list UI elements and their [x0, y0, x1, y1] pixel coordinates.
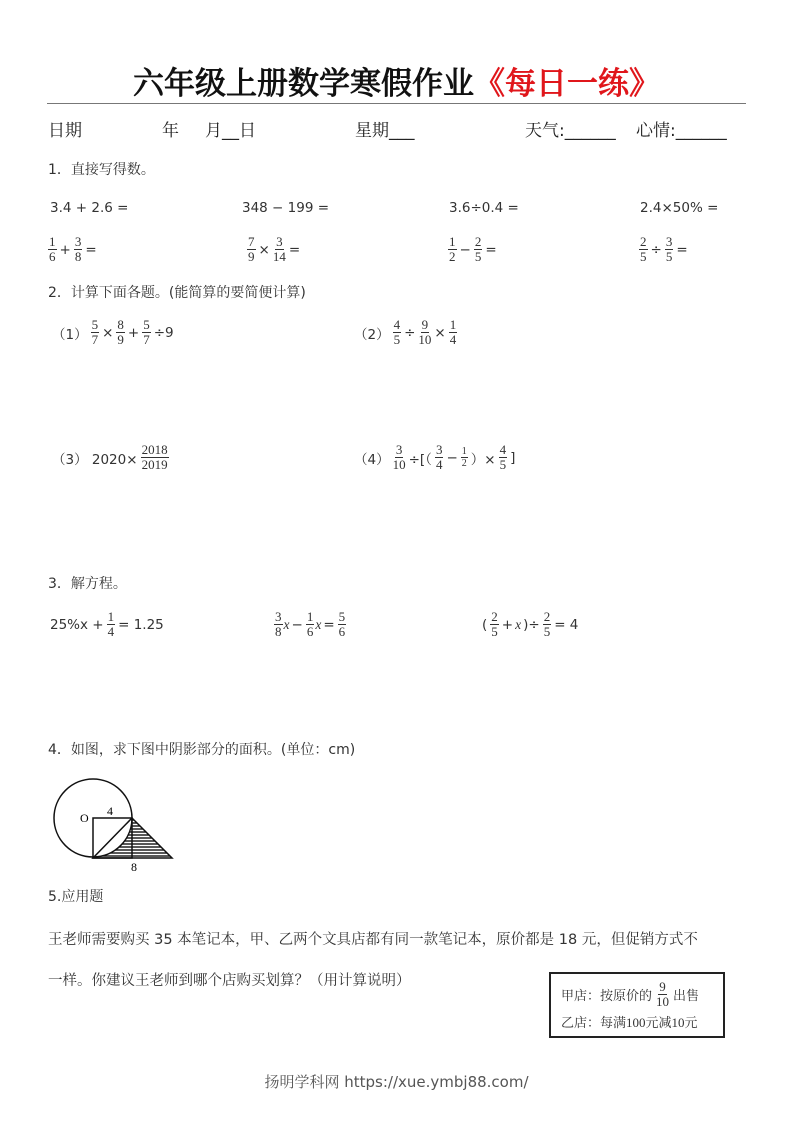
numerator: 5 — [338, 609, 346, 624]
q5-heading: 5.应用题 — [48, 889, 104, 905]
expr-text: − — [291, 616, 303, 633]
expr-text: + — [501, 616, 514, 633]
expr-text: = — [323, 616, 335, 633]
shop-b-text: 乙店：每满100元减10元 — [561, 1015, 698, 1030]
numerator: 3 — [74, 234, 82, 249]
expr-text: 3.4 + 2.6 = — [50, 200, 129, 216]
year-label: 年 — [162, 121, 179, 141]
expr-text: × — [258, 241, 270, 258]
denominator: 5 — [474, 249, 482, 264]
denominator: 14 — [272, 249, 286, 264]
numerator: 1 — [461, 446, 467, 457]
expr-text: ÷ — [404, 324, 416, 341]
denominator: 2 — [449, 249, 456, 264]
promotion-box — [549, 972, 725, 1038]
denominator: 6 — [338, 624, 346, 639]
denominator: 10 — [392, 457, 406, 472]
q3-heading: 3．解方程。 — [48, 576, 127, 592]
denominator: 2 — [461, 458, 467, 469]
expr-text: 3.6÷0.4 = — [449, 200, 519, 216]
denominator: 9 — [248, 249, 255, 264]
numerator: 1 — [449, 234, 456, 249]
title-accent: 《每日一练》 — [474, 66, 660, 102]
expr-text: （2） — [354, 326, 390, 343]
q5-text-line1: 王老师需要购买 35 本笔记本，甲、乙两个文具店都有同一款笔记本，原价都是 18 元，但促销方式不 — [48, 932, 698, 948]
q5-text-line2: 一样。你建议王老师到哪个店购买划算？（用计算说明） — [48, 973, 411, 989]
numerator: 8 — [117, 317, 124, 332]
denominator: 6 — [49, 249, 56, 264]
radius-label: 4 — [107, 804, 113, 818]
denominator: 10 — [418, 332, 432, 347]
expr-text: = — [85, 241, 97, 258]
variable: x — [315, 616, 322, 632]
expr-text: + — [127, 324, 140, 341]
denominator: 6 — [306, 624, 314, 639]
denominator: 2019 — [141, 457, 168, 472]
numerator: 2 — [491, 609, 498, 624]
numerator: 3 — [275, 609, 282, 624]
expr-text: = — [676, 241, 688, 258]
expr-text: ÷[（ — [408, 451, 432, 468]
q4-heading: 4．如图，求下图中阴影部分的面积。(单位：cm) — [48, 742, 356, 758]
denominator: 4 — [449, 332, 457, 347]
base-label: 8 — [131, 860, 137, 874]
expr-text: ）× — [470, 451, 496, 468]
expr-text: × — [434, 324, 446, 341]
numerator: 5 — [143, 317, 150, 332]
numerator: 7 — [248, 234, 255, 249]
expr-text: − — [446, 449, 458, 466]
numerator: 4 — [499, 442, 507, 457]
numerator: 3 — [395, 442, 403, 457]
title-main: 六年级上册数学寒假作业 — [133, 66, 474, 102]
center-label: O — [80, 811, 89, 825]
expr-text: = 1.25 — [118, 616, 164, 633]
date-label: 日期 — [48, 121, 82, 141]
numerator: 9 — [659, 979, 666, 994]
numerator: 1 — [306, 609, 314, 624]
mood-label: 心情:______ — [636, 121, 727, 141]
expr-text: （4） — [354, 451, 390, 468]
weekday-label: 星期___ — [355, 121, 415, 141]
denominator: 5 — [640, 249, 647, 264]
numerator: 2018 — [141, 442, 168, 457]
numerator: 3 — [435, 442, 443, 457]
expr-text: （1） — [52, 326, 88, 343]
denominator: 5 — [665, 249, 673, 264]
numerator: 2 — [543, 609, 551, 624]
numerator: 9 — [421, 317, 429, 332]
expr-text: ( — [482, 616, 488, 633]
expr-text: 348 − 199 = — [242, 200, 330, 216]
variable: x — [515, 616, 522, 632]
numerator: 5 — [91, 317, 99, 332]
expr-text: ÷9 — [153, 324, 174, 341]
expr-text: − — [459, 241, 471, 258]
numerator: 2 — [640, 234, 647, 249]
expr-text: = — [485, 241, 497, 258]
numerator: 3 — [276, 234, 283, 249]
expr-text: = — [288, 241, 301, 258]
shop-a-prefix: 甲店：按原价的 — [561, 988, 653, 1003]
denominator: 5 — [543, 624, 551, 639]
numerator: 1 — [49, 234, 56, 249]
denominator: 5 — [491, 624, 498, 639]
fraction — [656, 980, 669, 1009]
q1-heading: 1．直接写得数。 — [48, 162, 155, 178]
expr-text: 2.4×50% = — [640, 200, 719, 216]
denominator: 7 — [91, 332, 99, 347]
variable: x — [283, 616, 290, 632]
denominator: 8 — [275, 624, 282, 639]
q2-heading: 2．计算下面各题。(能简算的要简便计算) — [48, 285, 306, 301]
denominator: 4 — [435, 457, 443, 472]
footer-watermark: 扬明学科网 https://xue.ymbj88.com/ — [264, 1073, 529, 1091]
denominator: 10 — [656, 994, 670, 1009]
expr-text: ÷ — [650, 241, 662, 258]
shop-a-suffix: 出售 — [673, 988, 700, 1003]
numerator: 1 — [449, 317, 457, 332]
expr-text: + — [59, 241, 71, 258]
numerator: 4 — [393, 317, 401, 332]
numerator: 1 — [107, 609, 115, 624]
expr-text: （3） 2020× — [52, 451, 138, 468]
expr-text: × — [102, 324, 114, 341]
numerator: 2 — [474, 234, 482, 249]
expr-text: = 4 — [554, 616, 579, 633]
denominator: 9 — [117, 332, 124, 347]
denominator: 4 — [107, 624, 115, 639]
denominator: 8 — [74, 249, 82, 264]
expr-text: ] — [510, 449, 516, 466]
numerator: 3 — [665, 234, 673, 249]
month-day-label: 月__日 — [205, 121, 256, 141]
expr-text: 25%x + — [50, 616, 104, 633]
denominator: 5 — [499, 457, 507, 472]
denominator: 5 — [393, 332, 401, 347]
denominator: 7 — [143, 332, 150, 347]
weather-label: 天气:______ — [525, 121, 616, 141]
expr-text: )÷ — [523, 616, 540, 633]
